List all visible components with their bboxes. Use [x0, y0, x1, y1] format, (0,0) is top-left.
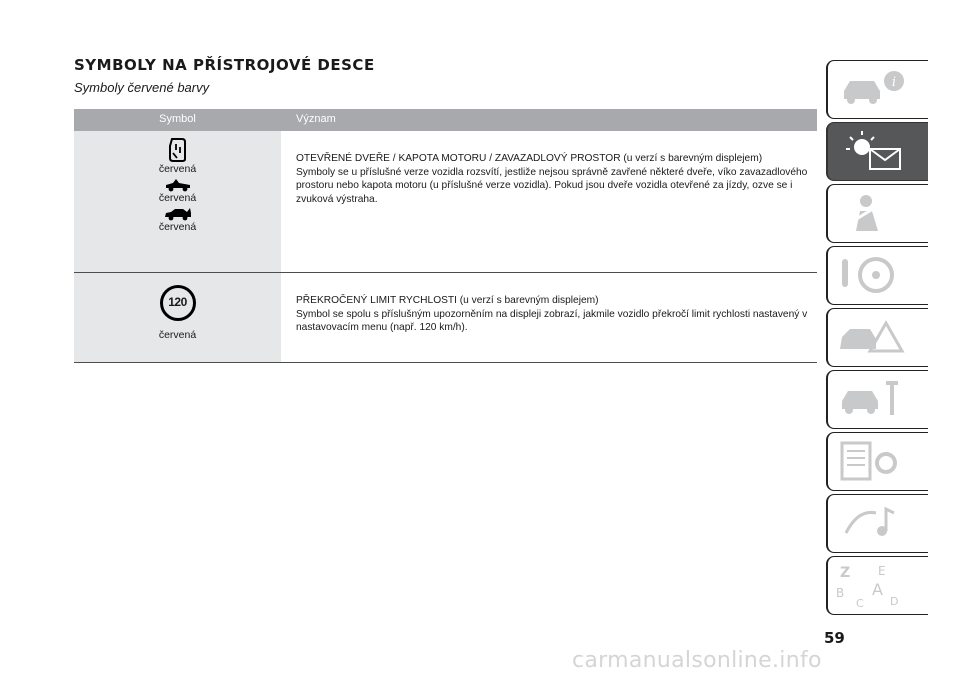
tab-index[interactable]	[826, 556, 928, 615]
hood-open-icon	[164, 178, 192, 192]
svg-text:D: D	[890, 595, 899, 608]
symbol-cell	[74, 131, 281, 273]
key-steering-wheel-icon	[836, 251, 916, 299]
tab-safety[interactable]	[826, 184, 928, 243]
header-meaning: Význam	[281, 109, 817, 131]
table-header-row	[74, 109, 817, 131]
table-row	[74, 131, 817, 273]
multimedia-icon	[836, 499, 916, 547]
meaning-text: Symbol se spolu s příslušným upozorněním na displeji zobrazí, jakmile vozidlo překročí limit rychlosti nastavený v nastavovacím menu (např. 120 km/h).	[296, 308, 808, 333]
tab-multimedia[interactable]	[826, 494, 928, 553]
watermark: carmanualsonline.info	[572, 648, 822, 673]
tab-maintenance[interactable]	[826, 370, 928, 429]
symbol-label: červená	[158, 163, 197, 175]
svg-text:E: E	[878, 564, 886, 578]
symbol-table	[74, 109, 817, 363]
tab-warning-lights[interactable]	[826, 122, 928, 181]
symbol-cell	[74, 273, 281, 363]
tab-emergency[interactable]	[826, 308, 928, 367]
speed-limit-icon	[160, 285, 196, 321]
meaning-text: Symboly se u příslušné verze vozidla rozsvítí, jestliže nejsou správně zavřené některé dveře, víko zavazadlového prostoru nebo kapota motoru (u příslušné verze vozidla). Pokud jsou dveře vozidla otevřené za jízdy, ozve se i zvuková výstraha.	[296, 166, 808, 205]
car-emergency-icon	[836, 313, 916, 361]
car-info-icon	[836, 65, 916, 113]
svg-text:B: B	[836, 586, 845, 600]
meaning-cell	[281, 273, 817, 363]
tab-technical-data[interactable]	[826, 432, 928, 491]
trunk-open-icon	[163, 207, 193, 221]
meaning-title: OTEVŘENÉ DVEŘE / KAPOTA MOTORU / ZAVAZADLOVÝ PROSTOR (u verzí s barevným displejem)	[296, 153, 763, 164]
symbol-label: červená	[158, 329, 197, 341]
meaning-cell	[281, 131, 817, 273]
speed-limit-value: 120	[168, 295, 187, 310]
symbol-label: červená	[158, 221, 197, 233]
page-title: SYMBOLY NA PŘÍSTROJOVÉ DESCE	[74, 56, 375, 74]
car-maintenance-icon	[836, 375, 916, 423]
svg-text:C: C	[856, 597, 864, 609]
table-row	[74, 273, 817, 363]
svg-text:i: i	[891, 75, 897, 90]
symbol-label: červená	[158, 192, 197, 204]
page-subtitle: Symboly červené barvy	[74, 80, 210, 95]
door-open-icon	[167, 137, 189, 163]
technical-data-icon	[836, 437, 916, 485]
index-az-icon	[836, 561, 916, 609]
meaning-title: PŘEKROČENÝ LIMIT RYCHLOSTI (u verzí s barevným displejem)	[296, 295, 599, 306]
tab-starting-driving[interactable]	[826, 246, 928, 305]
warning-light-message-icon	[836, 127, 916, 175]
svg-text:Z: Z	[840, 565, 851, 581]
tab-car-info[interactable]	[826, 60, 928, 119]
page-number: 59	[824, 629, 845, 647]
svg-text:A: A	[872, 580, 883, 599]
header-symbol: Symbol	[74, 109, 281, 131]
safety-airbag-icon	[836, 189, 916, 237]
